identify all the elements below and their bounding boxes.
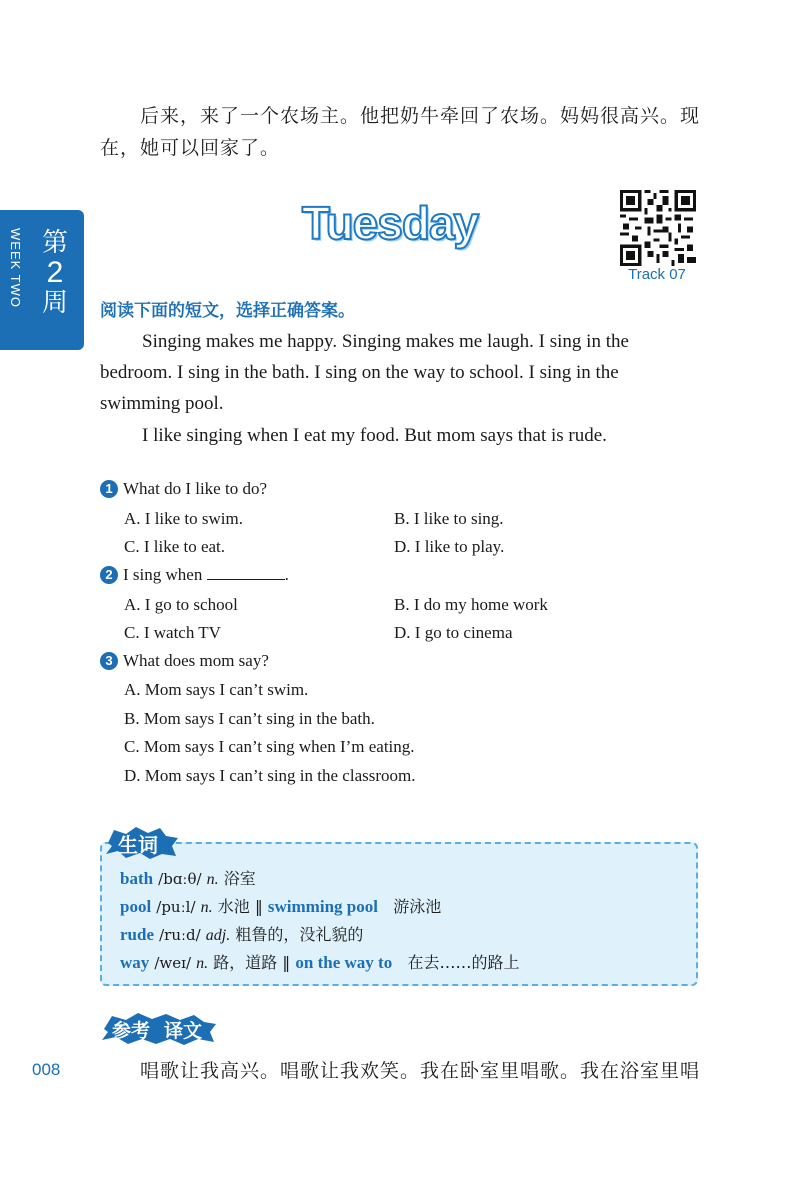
vocab-ipa: /weɪ/ xyxy=(154,954,191,972)
vocab-ipa: /ruːd/ xyxy=(159,926,201,944)
week-number: 2 xyxy=(46,256,64,289)
vocab-pos: adj. xyxy=(205,927,231,944)
intro-paragraph xyxy=(100,100,700,164)
reference-badge-text-1: 参考 xyxy=(112,1020,151,1042)
week-label-cn xyxy=(38,228,72,318)
question-1 xyxy=(100,476,267,502)
question-number-badge: 2 xyxy=(100,566,118,584)
vocab-meaning: 水池 xyxy=(217,897,250,916)
vocab-entry-rude xyxy=(120,924,363,947)
question-1-option-b[interactable]: B. I like to sing. xyxy=(394,509,504,528)
vocabulary-badge xyxy=(104,826,180,864)
question-number-badge: 3 xyxy=(100,652,118,670)
vocab-phrase: on the way to xyxy=(295,953,393,972)
passage-paragraph-2: I like singing when I eat my food. But mom says that is rude. xyxy=(142,425,607,446)
question-2-option-d[interactable]: D. I go to cinema xyxy=(394,623,513,642)
question-3 xyxy=(100,648,269,674)
vocab-separator: ‖ xyxy=(254,897,263,916)
question-1-text: What do I like to do? xyxy=(123,479,267,498)
question-3-option-b[interactable]: B. Mom says I can’t sing in the bath. xyxy=(124,709,375,728)
day-title: Tuesday xyxy=(301,197,479,249)
track-label: Track 07 xyxy=(628,266,686,283)
question-2-text: I sing when xyxy=(123,565,203,584)
question-2-option-b[interactable]: B. I do my home work xyxy=(394,595,548,614)
week-char-2: 周 xyxy=(41,288,68,318)
intro-line-1: 后来，来了一个农场主。他把奶牛牵回了农场。妈妈很高兴。现 xyxy=(140,105,701,127)
question-3-option-c[interactable]: C. Mom says I can’t sing when I’m eating. xyxy=(124,737,415,756)
instruction-heading: 阅读下面的短文，选择正确答案。 xyxy=(100,301,355,321)
vocabulary-badge-text: 生词 xyxy=(118,833,158,857)
week-en-text: WEEK TWO xyxy=(8,228,23,308)
vocab-pos: n. xyxy=(206,871,219,888)
page-number: 008 xyxy=(32,1060,61,1079)
vocab-word: way xyxy=(120,953,150,972)
intro-line-2: 在，她可以回家了。 xyxy=(100,137,281,159)
vocab-entry-bath xyxy=(120,868,256,891)
vocab-ipa: /puːl/ xyxy=(156,898,196,916)
question-2-option-c[interactable]: C. I watch TV xyxy=(124,623,221,642)
vocab-word: rude xyxy=(120,925,154,944)
passage-paragraph-1: Singing makes me happy. Singing makes me laugh. I sing in the bedroom. I sing in the bath. I sing on the way to school. I sing in the swimming pool. xyxy=(100,331,629,414)
reference-badge-text-2: 译文 xyxy=(164,1020,203,1042)
reference-translation-badge xyxy=(100,1012,220,1050)
week-char-1: 第 xyxy=(41,228,68,258)
vocab-word: bath xyxy=(120,869,154,888)
vocab-pos: n. xyxy=(196,955,209,972)
question-3-option-a[interactable]: A. Mom says I can’t swim. xyxy=(124,680,309,699)
question-1-option-c[interactable]: C. I like to eat. xyxy=(124,537,226,556)
vocab-pos: n. xyxy=(200,899,213,916)
week-label-en xyxy=(0,228,36,338)
vocab-meaning: 浴室 xyxy=(223,869,256,888)
vocab-ipa: /bɑːθ/ xyxy=(158,870,202,888)
question-2 xyxy=(100,562,289,588)
question-3-option-d[interactable]: D. Mom says I can’t sing in the classroom. xyxy=(124,766,416,785)
question-2-period: . xyxy=(284,565,289,584)
question-2-option-a[interactable]: A. I go to school xyxy=(124,595,238,614)
vocab-entry-way xyxy=(120,952,519,975)
question-3-text: What does mom say? xyxy=(123,651,269,670)
qr-code-icon[interactable] xyxy=(620,190,696,266)
question-number-badge: 1 xyxy=(100,480,118,498)
reference-translation-text: 唱歌让我高兴。唱歌让我欢笑。我在卧室里唱歌。我在浴室里唱 xyxy=(140,1060,701,1082)
vocab-separator: ‖ xyxy=(282,953,291,972)
question-1-option-d[interactable]: D. I like to play. xyxy=(394,537,505,556)
vocab-phrase-meaning: 游泳池 xyxy=(393,897,442,916)
vocab-meaning: 粗鲁的，没礼貌的 xyxy=(235,925,364,944)
answer-blank[interactable] xyxy=(207,565,285,580)
vocab-meaning: 路，道路 xyxy=(213,953,278,972)
vocab-phrase: swimming pool xyxy=(267,897,378,916)
vocab-entry-pool xyxy=(120,896,441,919)
vocab-phrase-meaning: 在去……的路上 xyxy=(407,953,520,972)
question-1-option-a[interactable]: A. I like to swim. xyxy=(124,509,243,528)
vocab-word: pool xyxy=(120,897,152,916)
